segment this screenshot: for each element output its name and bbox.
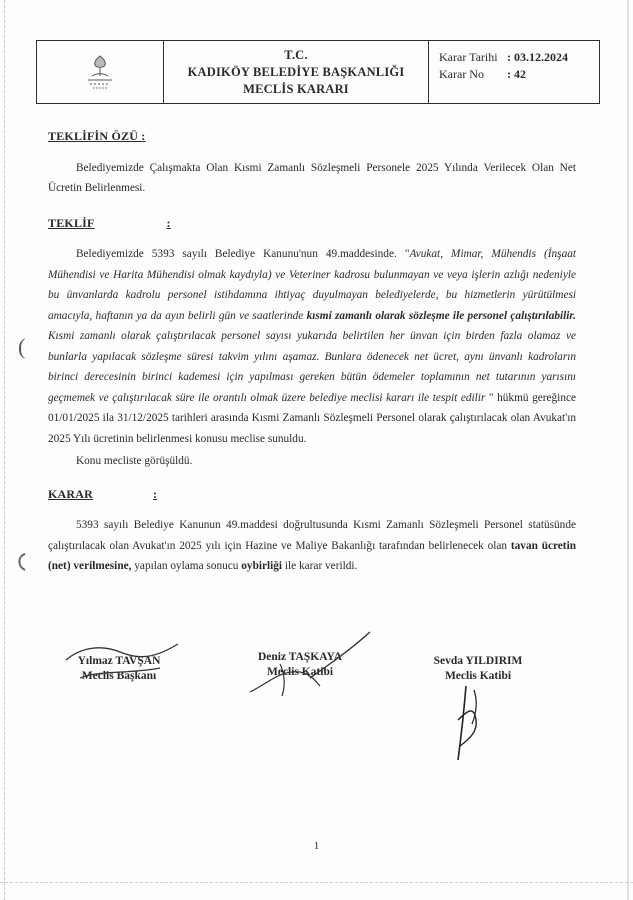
teklif-paragraph: Belediyemizde 5393 sayılı Belediye Kanunu'nun 49.maddesinde. "Avukat, Mimar, Mühendis (İnşaat Mühendisi ve Harita Mühendisi olmak kaydıyla) ve Veteriner kadrosu bulunmayan ve veya işlerin azlığı nedeniyle bu ünvanlarda kadrolu personel istihdamına ihtiyaç duyulmayan belediyelerde, bu hizmetlerin yürütülmesi amacıyla, haftanın ya da ayın belirli gün ve saatlerinde kısmi zamanlı olarak sözleşme ile personel çalıştırılabilir. Kısmi zamanlı olarak çalıştırılacak personel sayısı yukarıda belirtilen her ünvan için birden fazla olamaz ve bunlarla yapılacak sözleşme süresi takvim yılını aşamaz. Bunlara ödenecek net ücret, aynı ünvanlı kadroların birinci derecesinin birinci kademesi için yapılması gereken bütün ödemeler toplamının net tutarının yarısını geçmemek ve çalıştırılacak süre ile orantılı olmak üzere belediye meclisi kararı ile tespit edilir " hükmü gereğince 01/01/2025 ila 31/12/2025 tarihleri arasında Kısmi Zamanlı Sözleşmeli Personel olarak çalıştırılacak olan Avukat'ın 2025 Yılı ücretinin belirlenmesi konusu meclise sunuldu. bbox=[48, 248, 577, 445]
signatory-title-1: Meclis Başkanı bbox=[81, 670, 157, 682]
signature-scribble-3 bbox=[438, 680, 498, 770]
page-number: 1 bbox=[313, 840, 320, 852]
ozu-text: Belediyemizde Çalışmakta Olan Kısmi Zamanlı Sözleşmeli Personele 2025 Yılında Verilecek Olan Net Ücretin Belirlenmesi. bbox=[48, 161, 576, 194]
section-heading-ozu: TEKLİFİN ÖZÜ : bbox=[48, 129, 146, 143]
header-tc: T.C. bbox=[284, 48, 308, 62]
margin-bracket-mark: ( bbox=[18, 334, 26, 359]
signatory-title-2: Meclis Katibi bbox=[266, 666, 334, 678]
margin-punch-mark bbox=[14, 552, 28, 572]
page-bottom-edge bbox=[0, 882, 633, 883]
document-body bbox=[48, 118, 576, 577]
header-title bbox=[164, 41, 429, 103]
header-municipality: KADIKÖY BELEDİYE BAŞKANLIĞI bbox=[187, 65, 405, 79]
decision-date-label: Karar Tarihi bbox=[439, 50, 498, 64]
document-header bbox=[36, 40, 600, 104]
signatory-title-3: Meclis Katibi bbox=[444, 670, 512, 682]
signatory-name-2: Deniz TAŞKAYA bbox=[257, 651, 343, 663]
signature-scribble-2 bbox=[220, 600, 390, 710]
decision-no: : 42 bbox=[507, 67, 526, 81]
page-right-edge bbox=[627, 0, 629, 900]
decision-date: : 03.12.2024 bbox=[507, 50, 568, 64]
page-left-edge bbox=[4, 0, 6, 900]
header-doc-type: MECLİS KARARI bbox=[243, 82, 349, 96]
section-heading-teklif: TEKLİF : bbox=[48, 215, 171, 230]
municipality-logo bbox=[37, 41, 164, 103]
signature-scribble-1 bbox=[60, 630, 190, 700]
teklif-discussed: Konu mecliste görüşüldü. bbox=[76, 455, 193, 467]
logo-icon bbox=[80, 50, 120, 94]
signatory-name-1: Yılmaz TAVŞAN bbox=[77, 655, 161, 667]
signatory-name-3: Sevda YILDIRIM bbox=[433, 655, 523, 667]
section-heading-karar: KARAR : bbox=[48, 486, 158, 501]
decision-no-label: Karar No bbox=[439, 67, 484, 81]
karar-paragraph: 5393 sayılı Belediye Kanunun 49.maddesi doğrultusunda Kısmi Zamanlı Sözleşmeli Personel statüsünde çalıştırılacak olan Avukat'ın 2025 yılı için Hazine ve Maliye Bakanlığı tarafından belirlenecek olan tavan ücretin (net) verilmesine, yapılan oylama sonucu oybirliği ile karar verildi. bbox=[48, 519, 576, 572]
header-meta bbox=[429, 41, 599, 103]
